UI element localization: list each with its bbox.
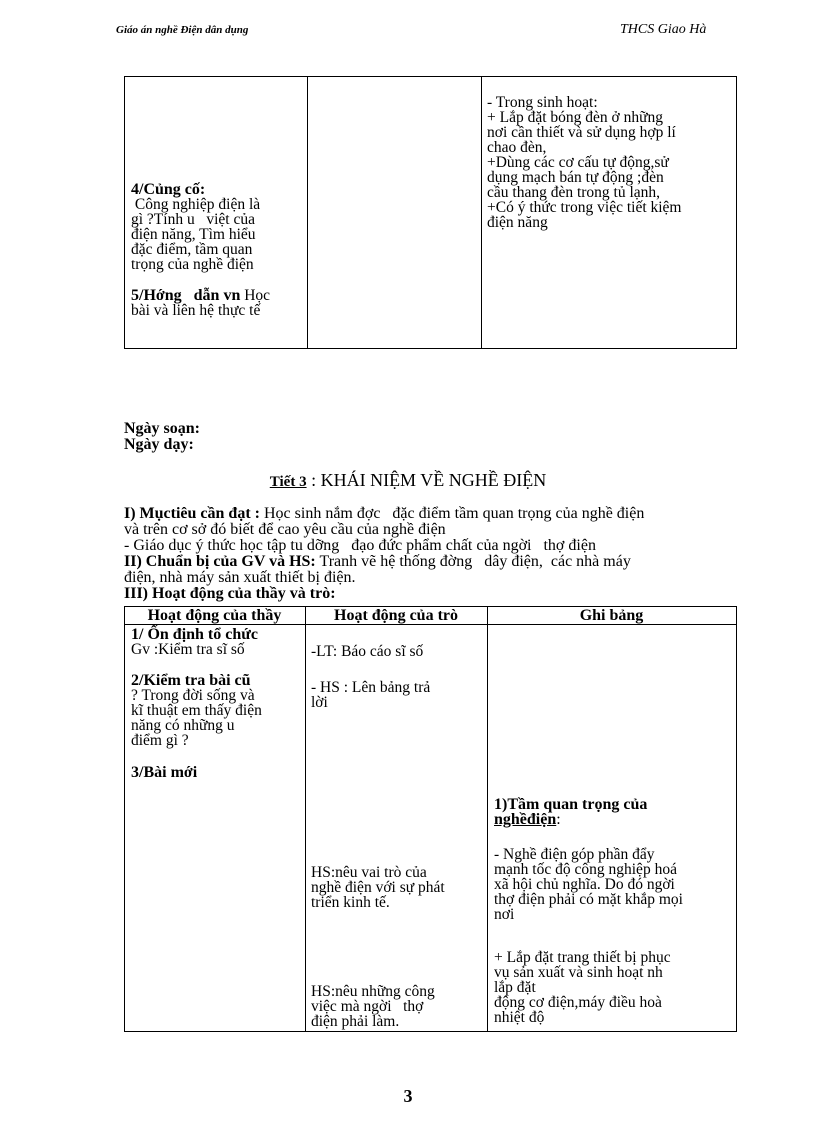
lesson-title bbox=[0, 470, 816, 491]
table2-col2-a3: HS:nêu vai trò của nghề điện với sự phát triển kinh tế. bbox=[311, 864, 445, 911]
lesson-number: Tiết 3 bbox=[269, 474, 307, 490]
header-teacher: Hoạt động của thầy bbox=[147, 607, 282, 624]
table2-col2-a4: HS:nêu những công việc mà ngời thợ điện phải làm. bbox=[311, 983, 435, 1030]
s2-heading: 2/Kiểm tra bài cũ bbox=[131, 672, 251, 689]
preparation-heading: II) Chuẩn bị của GV và HS: bbox=[124, 553, 316, 570]
header-right: THCS Giao Hà bbox=[620, 22, 707, 37]
activities-heading: III) Hoạt động của thầy và trò: bbox=[124, 585, 336, 602]
header-left: Giáo án nghề Điện dân dụng bbox=[116, 24, 249, 36]
table2-col3-p2: + Lắp đặt trang thiết bị phục vụ sản xuất và sinh hoạt nh lắp đặt động cơ điện,máy điều hoà nhiệt độ bbox=[494, 949, 671, 1026]
header-board: Ghi bảng bbox=[579, 607, 644, 624]
prep-date-label: Ngày soạn: bbox=[124, 420, 201, 437]
table2-col2-a1: -LT: Báo cáo sĩ số bbox=[311, 643, 424, 660]
lesson-title-text: : KHÁI NIỆM VỀ NGHỀ ĐIỆN bbox=[306, 470, 547, 490]
teach-date-label: Ngày dạy: bbox=[124, 436, 194, 453]
section4-heading: 4/Củng cố bbox=[131, 181, 200, 198]
section5: 5/Hớng dẫn vn Học bài và liên hệ thực tế bbox=[131, 287, 271, 319]
objectives-heading: I) Mụctiêu cần đạt : bbox=[124, 505, 260, 522]
page-number: 3 bbox=[403, 1086, 413, 1106]
section4-text: Công nghiệp điện là gì ?Tính u việt của điện năng, Tìm hiểu đặc điểm, tầm quan trọng của nghề điện bbox=[131, 196, 261, 273]
header-student: Hoạt động của trò bbox=[334, 607, 458, 624]
table2-col2-a2: - HS : Lên bảng trả lời bbox=[311, 679, 431, 711]
section5-heading: 5/Hớng dẫn vn bbox=[131, 287, 241, 304]
table1-col1: 4/Củng cố: Công nghiệp điện là gì ?Tính u việt của điện năng, Tìm hiểu đặc điểm, tầm quan trọng của nghề điện 5/Hớng dẫn vn Học bài và liên hệ thực tế bbox=[131, 182, 299, 318]
dates bbox=[124, 421, 200, 453]
table1-col3: - Trong sinh hoạt: + Lắp đặt bóng đèn ở những nơi cần thiết và sử dụng hợp lí chao đèn, +Dùng các cơ cấu tự động,sử dụng mạch bán tự động ;đèn cầu thang đèn trong tủ lạnh, +Có ý thức trong việc tiết kiệm điện năng bbox=[487, 94, 682, 231]
table2-col3-p1: - Nghề điện góp phần đẩy mạnh tốc độ công nghiệp hoá xã hội chủ nghĩa. Do đó ngời thợ điện phải có mặt khắp mọi nơi bbox=[494, 846, 683, 923]
table2-col3-heading: 1)Tầm quan trọng của nghềđiện: bbox=[494, 796, 648, 828]
table2-col1: 1/ Ổn định tổ chức Gv :Kiểm tra sĩ số 2/Kiểm tra bài cũ ? Trong đời sống và kĩ thuật em thấy điện năng có những u điểm gì ? 3/Bài mới bbox=[131, 627, 301, 780]
s3-heading: 3/Bài mới bbox=[131, 764, 198, 781]
objectives: I) Mụctiêu cần đạt : Học sinh nắm đợc đặc điểm tầm quan trọng của nghề điện và trên cơ sở đó biết để cao yêu cầu của nghề điện - Giáo dục ý thức học tập tu dỡng đạo đức phẩm chất của ngời thợ điện II) Chuẩn bị của GV và HS: Tranh vẽ hệ thống đờng dây điện, các nhà máy điện, nhà máy sản xuất thiết bị điện. III) Hoạt động của thầy và trò: bbox=[124, 506, 764, 602]
s1-heading: 1/ Ổn định tổ chức bbox=[131, 626, 258, 643]
